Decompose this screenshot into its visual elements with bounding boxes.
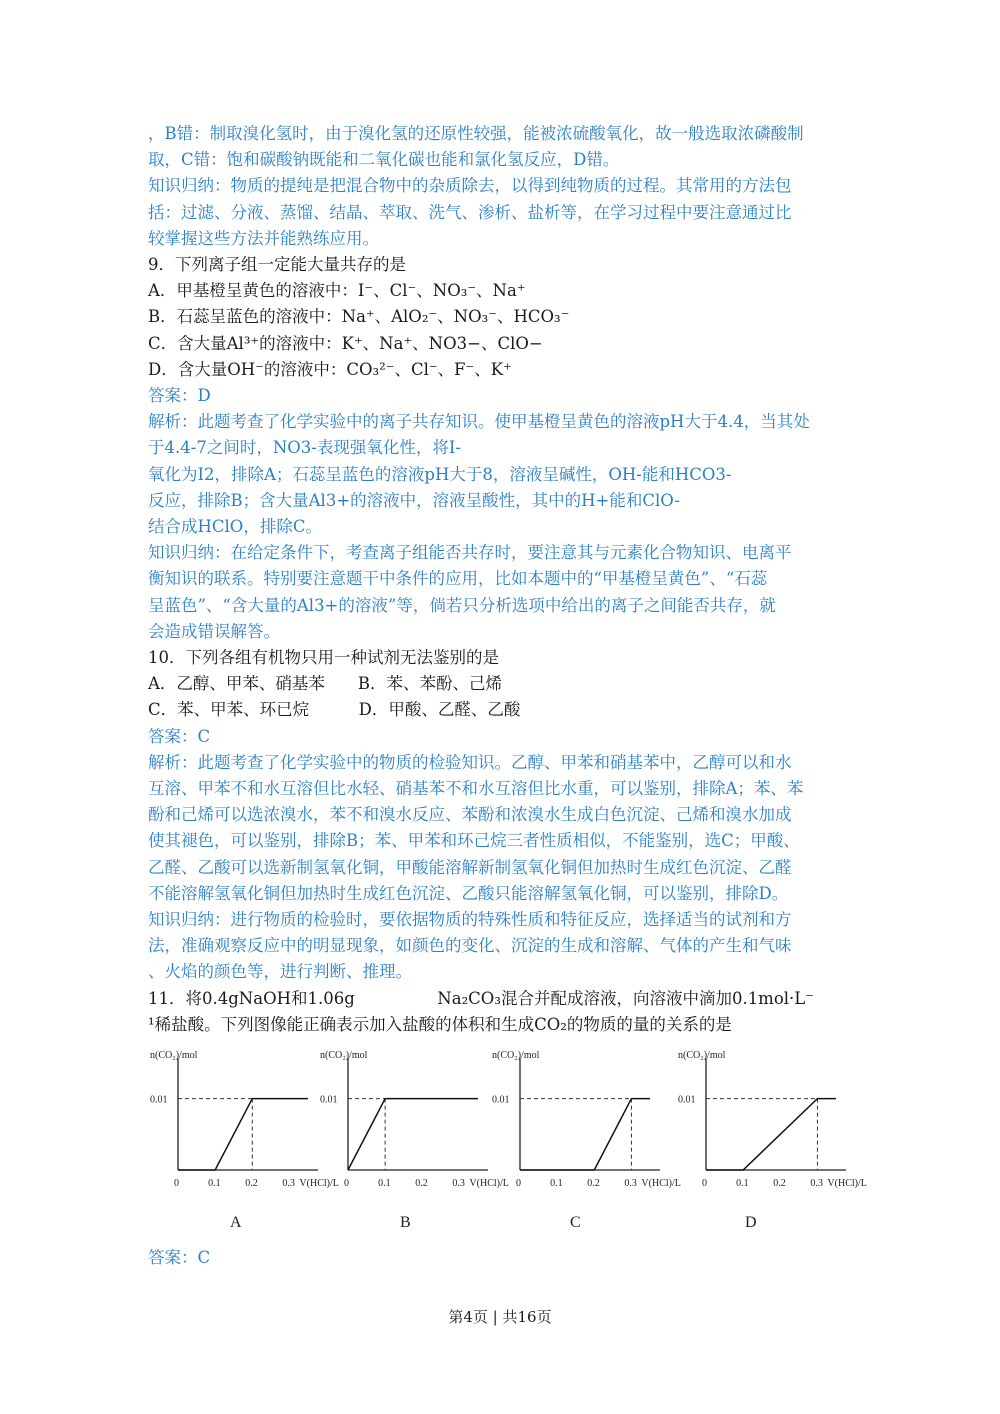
y-axis-label: n(CO₂)/mol [492, 1050, 540, 1061]
text-line: A．甲基橙呈黄色的溶液中：I⁻、Cl⁻、NO₃⁻、Na⁺ [148, 281, 526, 300]
text-line: 解析：此题考查了化学实验中的物质的检验知识。乙醇、甲苯和硝基苯中，乙醇可以和水 [148, 753, 792, 772]
chart-c [490, 1050, 681, 1200]
y-tick-label: 0.01 [492, 1094, 510, 1106]
series-line [348, 1099, 478, 1170]
x-axis-label: V(HCl)/L [641, 1178, 681, 1189]
text-line: 知识归纳：进行物质的检验时，要依据物质的特殊性质和特征反应，选择适当的试剂和方 [148, 910, 792, 929]
x-tick-label: 0.2 [415, 1178, 428, 1189]
text-line: 答案：D [148, 386, 211, 405]
x-tick-label: 0.2 [773, 1178, 786, 1189]
text-line: 较掌握这些方法并能熟练应用。 [148, 229, 379, 248]
text-line: 结合成HClO，排除C。 [148, 517, 322, 536]
text-line: ¹稀盐酸。下列图像能正确表示加入盐酸的体积和生成CO₂的物质的量的关系的是 [148, 1015, 732, 1034]
text-line: 法，准确观察反应中的明显现象，如颜色的变化、沉淀的生成和溶解、气体的产生和气味 [148, 936, 792, 955]
y-tick-label: 0.01 [150, 1094, 168, 1106]
x-tick-label: 0.1 [378, 1178, 391, 1189]
text-line: A．乙醇、甲苯、硝基苯 B．苯、苯酚、己烯 [148, 674, 503, 693]
chart-d [676, 1050, 867, 1200]
y-tick-label: 0.01 [678, 1094, 696, 1106]
text-line: 、火焰的颜色等，进行判断、推理。 [148, 962, 412, 981]
final-answer: 答案：C [148, 1248, 211, 1267]
text-line: 答案：C [148, 727, 211, 746]
chart-label-d: D [745, 1214, 757, 1231]
text-line: 知识归纳：在给定条件下，考查离子组能否共存时，要注意其与元素化合物知识、电离平 [148, 543, 792, 562]
text-line: B．石蕊呈蓝色的溶液中：Na⁺、AlO₂⁻、NO₃⁻、HCO₃⁻ [148, 307, 570, 326]
x-tick-label: 0.2 [587, 1178, 600, 1189]
x-tick-label: 0.1 [550, 1178, 563, 1189]
x-tick-label: 0 [702, 1178, 707, 1189]
text-line: ，B错：制取溴化氢时，由于溴化氢的还原性较强，能被浓硫酸氧化，故一般选取浓磷酸制 [148, 124, 804, 143]
text-line: 互溶、甲苯不和水互溶但比水轻、硝基苯不和水互溶但比水重，可以鉴别，排除A；苯、苯 [148, 779, 804, 798]
chart-b [318, 1050, 509, 1200]
x-tick-label: 0.3 [810, 1178, 823, 1189]
x-tick-label: 0.2 [245, 1178, 258, 1189]
text-line: C．苯、甲苯、环已烷 D．甲酸、乙醛、乙酸 [148, 700, 521, 719]
x-tick-label: 0 [516, 1178, 521, 1189]
x-tick-label: 0.3 [624, 1178, 637, 1189]
chart-a [148, 1050, 339, 1200]
text-line: 酚和己烯可以选浓溴水，苯不和溴水反应、苯酚和浓溴水生成白色沉淀、己烯和溴水加成 [148, 805, 792, 824]
y-axis-label: n(CO₂)/mol [320, 1050, 368, 1061]
chart-label-a: A [230, 1214, 242, 1231]
text-line: 不能溶解氢氧化铜但加热时生成红色沉淀、乙酸只能溶解氢氧化铜，可以鉴别，排除D。 [148, 884, 789, 903]
x-tick-label: 0 [344, 1178, 349, 1189]
x-tick-label: 0 [174, 1178, 179, 1189]
x-tick-label: 0.1 [736, 1178, 749, 1189]
y-axis-label: n(CO₂)/mol [150, 1050, 198, 1061]
text-line: 知识归纳：物质的提纯是把混合物中的杂质除去，以得到纯物质的过程。其常用的方法包 [148, 176, 792, 195]
y-axis-label: n(CO₂)/mol [678, 1050, 726, 1061]
text-line: 呈蓝色”、“含大量的Al3+的溶液”等，倘若只分析选项中给出的离子之间能否共存，就 [148, 596, 776, 615]
page-footer: 第4页 | 共16页 [448, 1308, 552, 1326]
text-line: 反应，排除B；含大量Al3+的溶液中，溶液呈酸性，其中的H+能和ClO- [148, 491, 680, 510]
text-line: 括：过滤、分液、蒸馏、结晶、萃取、洗气、渗析、盐析等，在学习过程中要注意通过比 [148, 203, 792, 222]
text-line: 11．将0.4gNaOH和1.06g Na₂CO₃混合并配成溶液，向溶液中滴加0.1mol·L⁻ [148, 989, 814, 1008]
series-line [520, 1099, 650, 1170]
series-line [178, 1099, 308, 1170]
y-tick-label: 0.01 [320, 1094, 338, 1106]
x-tick-label: 0.3 [282, 1178, 295, 1189]
x-tick-label: 0.3 [452, 1178, 465, 1189]
text-line: C．含大量Al³⁺的溶液中：K⁺、Na⁺、NO3−、ClO− [148, 334, 543, 353]
text-line: D．含大量OH⁻的溶液中：CO₃²⁻、Cl⁻、F⁻、K⁺ [148, 360, 512, 379]
text-line: 于4.4-7之间时，NO3-表现强氧化性，将I- [148, 438, 461, 457]
series-line [706, 1099, 836, 1170]
x-tick-label: 0.1 [208, 1178, 221, 1189]
text-line: 衡知识的联系。特别要注意题干中条件的应用，比如本题中的“甲基橙呈黄色”、“石蕊 [148, 569, 768, 588]
chart-label-c: C [570, 1214, 581, 1231]
text-line: 取，C错：饱和碳酸钠既能和二氧化碳也能和氯化氢反应，D错。 [148, 150, 620, 169]
text-line: 使其褪色，可以鉴别，排除B；苯、甲苯和环己烷三者性质相似，不能鉴别，选C；甲酸、 [148, 831, 800, 850]
text-line: 10．下列各组有机物只用一种试剂无法鉴别的是 [148, 648, 499, 667]
x-axis-label: V(HCl)/L [827, 1178, 867, 1189]
text-line: 解析：此题考查了化学实验中的离子共存知识。使甲基橙呈黄色的溶液pH大于4.4，当其处 [148, 412, 810, 431]
text-line: 氧化为I2，排除A；石蕊呈蓝色的溶液pH大于8，溶液呈碱性，OH-能和HCO3- [148, 465, 732, 484]
chart-label-b: B [400, 1214, 411, 1231]
text-line: 9．下列离子组一定能大量共存的是 [148, 255, 406, 274]
x-axis-label: V(HCl)/L [469, 1178, 509, 1189]
text-line: 会造成错误解答。 [148, 622, 280, 641]
x-axis-label: V(HCl)/L [299, 1178, 339, 1189]
text-line: 乙醛、乙酸可以选新制氢氧化铜，甲酸能溶解新制氢氧化铜但加热时生成红色沉淀、乙醛 [148, 858, 792, 877]
